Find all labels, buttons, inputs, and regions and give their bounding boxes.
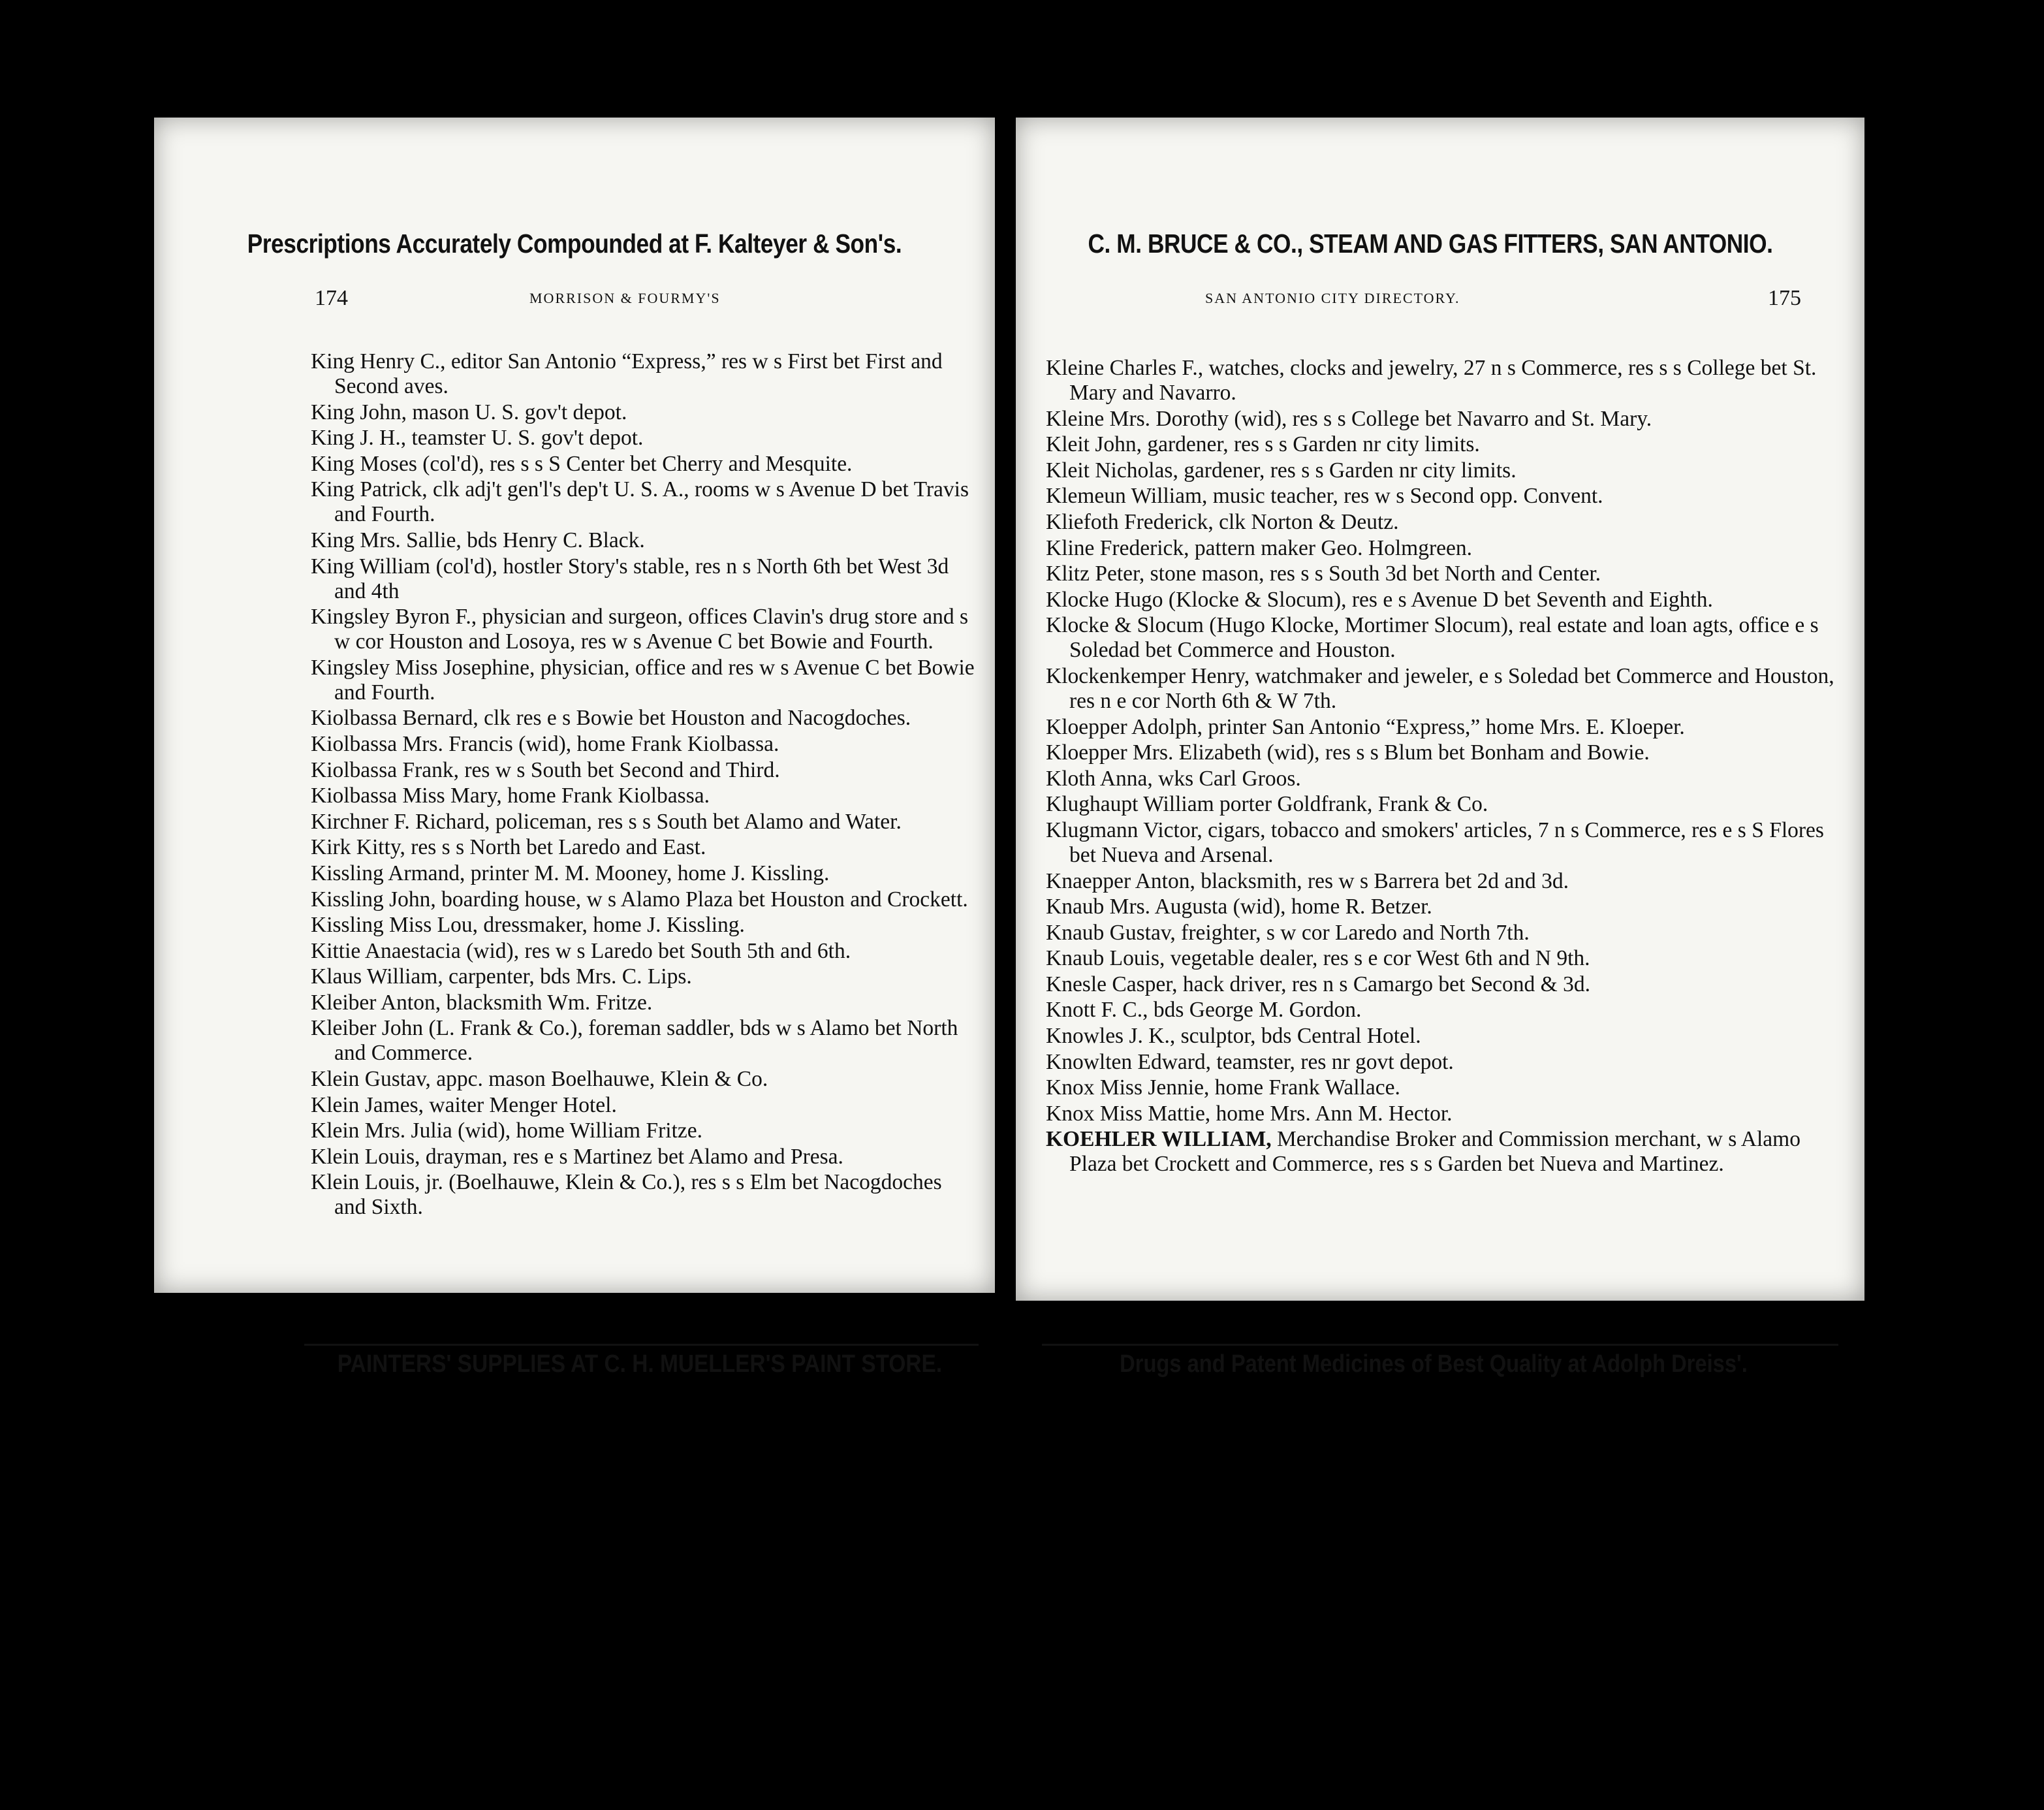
page-number: 175 bbox=[1768, 286, 1801, 310]
directory-entry: Knott F. C., bds George M. Gordon. bbox=[1046, 998, 1362, 1023]
directory-entry-koehler bbox=[1046, 1127, 1834, 1177]
directory-entry: Kiolbassa Mrs. Francis (wid), home Frank Kiolbassa. bbox=[311, 731, 779, 756]
directory-entry: Kleiber Anton, blacksmith Wm. Fritze. bbox=[311, 990, 653, 1015]
bottom-advertisement: PAINTERS' SUPPLIES AT C. H. MUELLER'S PAINT STORE. bbox=[337, 1350, 943, 1378]
directory-entry: Kleine Mrs. Dorothy (wid), res s s College bet Navarro and St. Mary. bbox=[1046, 406, 1652, 431]
directory-entry: Klugmann Victor, cigars, tobacco and smokers' articles, 7 n s Commerce, res e s S Flores bet Nueva and Arsenal. bbox=[1046, 818, 1824, 867]
entry-text: Merchandise Broker and Commission merchant, w s Alamo Plaza bet Crockett and Commerce, res s s Garden bet Nueva and Martinez. bbox=[1069, 1127, 1800, 1177]
directory-entry: Kloepper Adolph, printer San Antonio “Express,” home Mrs. E. Kloeper. bbox=[1046, 714, 1685, 739]
directory-entry: King Henry C., editor San Antonio “Express,” res w s First bet First and Second aves. bbox=[311, 349, 943, 398]
directory-entry: Klocke & Slocum (Hugo Klocke, Mortimer Slocum), real estate and loan agts, office e s Soledad bet Commerce and Houston. bbox=[1046, 613, 1819, 663]
directory-entry: Klein Louis, jr. (Boelhauwe, Klein & Co.), res s s Elm bet Nacogdoches and Sixth. bbox=[311, 1170, 942, 1220]
directory-entry: Kleit Nicholas, gardener, res s s Garden nr city limits. bbox=[1046, 458, 1517, 483]
directory-entry: Klitz Peter, stone mason, res s s South 3d bet North and Center. bbox=[1046, 562, 1601, 586]
directory-entries bbox=[1046, 356, 1834, 1178]
directory-entry: Kleiber John (L. Frank & Co.), foreman saddler, bds w s Alamo bet North and Commerce. bbox=[311, 1016, 958, 1066]
directory-entry: Knaub Mrs. Augusta (wid), home R. Betzer. bbox=[1046, 895, 1432, 919]
directory-entry: Klemeun William, music teacher, res w s Second opp. Convent. bbox=[1046, 484, 1603, 509]
footer-rule bbox=[1042, 1344, 1838, 1346]
directory-entry: Knaub Gustav, freighter, s w cor Laredo and North 7th. bbox=[1046, 920, 1530, 945]
directory-entry: Klein Louis, drayman, res e s Martinez bet Alamo and Presa. bbox=[311, 1144, 843, 1169]
directory-entry: Kiolbassa Miss Mary, home Frank Kiolbassa. bbox=[311, 784, 710, 808]
directory-entry: King Patrick, clk adj't gen'l's dep't U. S. A., rooms w s Avenue D bet Travis and Fourth. bbox=[311, 477, 969, 527]
top-advertisement: C. M. BRUCE & CO., STEAM AND GAS FITTERS, SAN ANTONIO. bbox=[1088, 229, 1773, 259]
directory-entry: Kittie Anaestacia (wid), res w s Laredo bet South 5th and 6th. bbox=[311, 938, 851, 963]
directory-entry: Knox Miss Jennie, home Frank Wallace. bbox=[1046, 1075, 1400, 1100]
directory-entry: Knaepper Anton, blacksmith, res w s Barrera bet 2d and 3d. bbox=[1046, 868, 1569, 893]
page-right bbox=[1016, 118, 1864, 1378]
directory-entry: King Moses (col'd), res s s S Center bet Cherry and Mesquite. bbox=[311, 451, 853, 476]
directory-entry: Kleit John, gardener, res s s Garden nr city limits. bbox=[1046, 432, 1480, 457]
directory-entry: Knaub Louis, vegetable dealer, res s e cor West 6th and N 9th. bbox=[1046, 946, 1590, 971]
bottom-advertisement: Drugs and Patent Medicines of Best Quality at Adolph Dreiss'. bbox=[1120, 1350, 1748, 1378]
directory-entry: King Mrs. Sallie, bds Henry C. Black. bbox=[311, 528, 645, 552]
directory-entry: Klein Gustav, appc. mason Boelhauwe, Klein & Co. bbox=[311, 1067, 768, 1092]
directory-entry: King William (col'd), hostler Story's stable, res n s North 6th bet West 3d and 4th bbox=[311, 554, 949, 603]
directory-entry: Knowlten Edward, teamster, res nr govt depot. bbox=[1046, 1049, 1454, 1074]
running-head: SAN ANTONIO CITY DIRECTORY. bbox=[1205, 290, 1460, 306]
book-gutter bbox=[995, 111, 1016, 1306]
directory-entry: Kirk Kitty, res s s North bet Laredo and East. bbox=[311, 835, 706, 860]
directory-entry: Kiolbassa Frank, res w s South bet Second and Third. bbox=[311, 757, 780, 782]
directory-entry: Klein James, waiter Menger Hotel. bbox=[311, 1092, 617, 1117]
directory-entry: Kleine Charles F., watches, clocks and jewelry, 27 n s Commerce, res s s College bet St. Mary and Navarro. bbox=[1046, 356, 1817, 405]
directory-entry: King John, mason U. S. gov't depot. bbox=[311, 400, 627, 424]
directory-entry: Kloth Anna, wks Carl Groos. bbox=[1046, 766, 1301, 791]
directory-entry: Klughaupt William porter Goldfrank, Frank & Co. bbox=[1046, 792, 1488, 817]
top-advertisement: Prescriptions Accurately Compounded at F. Kalteyer & Son's. bbox=[247, 229, 902, 259]
directory-entry: Kirchner F. Richard, policeman, res s s South bet Alamo and Water. bbox=[311, 809, 902, 834]
directory-entry: Kingsley Miss Josephine, physician, office and res w s Avenue C bet Bowie and Fourth. bbox=[311, 655, 975, 705]
directory-entry: Kliefoth Frederick, clk Norton & Deutz. bbox=[1046, 509, 1399, 534]
footer-rule bbox=[304, 1344, 979, 1346]
directory-entry: Kloepper Mrs. Elizabeth (wid), res s s Blum bet Bonham and Bowie. bbox=[1046, 740, 1650, 765]
page-left bbox=[154, 118, 995, 1378]
directory-entry: Kiolbassa Bernard, clk res e s Bowie bet Houston and Nacogdoches. bbox=[311, 706, 911, 731]
page-number: 174 bbox=[315, 286, 348, 310]
running-head: MORRISON & FOURMY'S bbox=[529, 290, 721, 306]
directory-entry: Kissling Miss Lou, dressmaker, home J. Kissling. bbox=[311, 913, 745, 938]
directory-entry: Kline Frederick, pattern maker Geo. Holmgreen. bbox=[1046, 535, 1473, 560]
directory-entry: Knowles J. K., sculptor, bds Central Hotel. bbox=[1046, 1024, 1421, 1049]
directory-entry: Kissling John, boarding house, w s Alamo Plaza bet Houston and Crockett. bbox=[311, 887, 968, 912]
directory-entry: Knesle Casper, hack driver, res n s Camargo bet Second & 3d. bbox=[1046, 972, 1590, 996]
directory-entry: Klocke Hugo (Klocke & Slocum), res e s Avenue D bet Seventh and Eighth. bbox=[1046, 587, 1713, 612]
directory-entry: Klockenkemper Henry, watchmaker and jeweler, e s Soledad bet Commerce and Houston, res n e cor North 6th & W 7th. bbox=[1046, 663, 1834, 713]
directory-entry: Kingsley Byron F., physician and surgeon, offices Clavin's drug store and s w cor Houston and Losoya, res w s Avenue C bet Bowie and Fourth. bbox=[311, 605, 968, 654]
directory-entry: Kissling Armand, printer M. M. Mooney, home J. Kissling. bbox=[311, 861, 830, 885]
directory-entry: King J. H., teamster U. S. gov't depot. bbox=[311, 426, 644, 451]
directory-entries bbox=[311, 349, 975, 1221]
directory-entry: Klaus William, carpenter, bds Mrs. C. Lips. bbox=[311, 964, 692, 989]
directory-entry: Klein Mrs. Julia (wid), home William Fritze. bbox=[311, 1119, 703, 1143]
entry-name: KOEHLER WILLIAM, bbox=[1046, 1127, 1272, 1152]
directory-entry: Knox Miss Mattie, home Mrs. Ann M. Hector. bbox=[1046, 1101, 1453, 1126]
